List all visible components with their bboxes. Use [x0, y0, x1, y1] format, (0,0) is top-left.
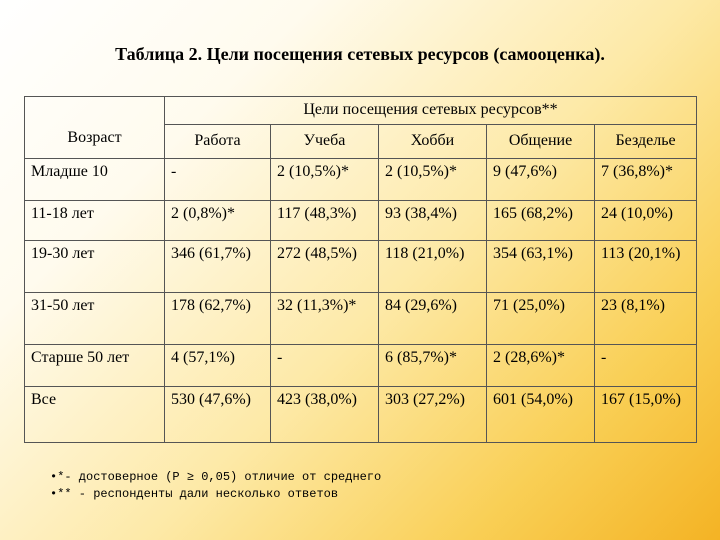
cell-idleness: 7 (36,8%)* — [595, 159, 697, 201]
cell-hobby: 118 (21,0%) — [379, 241, 487, 293]
cell-work: 530 (47,6%) — [165, 387, 271, 443]
cell-idleness: 167 (15,0%) — [595, 387, 697, 443]
cell-idleness: 24 (10,0%) — [595, 201, 697, 241]
table-header-row-group — [25, 97, 697, 125]
cell-communication: 165 (68,2%) — [487, 201, 595, 241]
cell-idleness: - — [595, 345, 697, 387]
header-idleness: Безделье — [595, 125, 697, 159]
footnote-multiple-answers: •** - респонденты дали несколько ответов — [50, 487, 339, 501]
cell-hobby: 93 (38,4%) — [379, 201, 487, 241]
cell-communication: 601 (54,0%) — [487, 387, 595, 443]
header-hobby: Хобби — [379, 125, 487, 159]
cell-work: 178 (62,7%) — [165, 293, 271, 345]
cell-hobby: 303 (27,2%) — [379, 387, 487, 443]
footnotes — [50, 469, 381, 503]
cell-work: 2 (0,8%)* — [165, 201, 271, 241]
row-age-label: Младше 10 — [25, 159, 165, 201]
row-age-label: Все — [25, 387, 165, 443]
table-row — [25, 159, 697, 201]
data-table — [24, 96, 697, 443]
cell-study: 2 (10,5%)* — [271, 159, 379, 201]
slide-title: Таблица 2. Цели посещения сетевых ресурсов (самооценка). — [115, 44, 605, 64]
cell-study: 32 (11,3%)* — [271, 293, 379, 345]
table-row — [25, 201, 697, 241]
cell-hobby: 84 (29,6%) — [379, 293, 487, 345]
cell-idleness: 113 (20,1%) — [595, 241, 697, 293]
header-communication: Общение — [487, 125, 595, 159]
cell-communication: 71 (25,0%) — [487, 293, 595, 345]
table-row — [25, 293, 697, 345]
cell-communication: 354 (63,1%) — [487, 241, 595, 293]
cell-work: 346 (61,7%) — [165, 241, 271, 293]
cell-hobby: 2 (10,5%)* — [379, 159, 487, 201]
cell-communication: 2 (28,6%)* — [487, 345, 595, 387]
cell-study: 272 (48,5%) — [271, 241, 379, 293]
row-age-label: Старше 50 лет — [25, 345, 165, 387]
cell-study: - — [271, 345, 379, 387]
table-row — [25, 387, 697, 443]
cell-hobby: 6 (85,7%)* — [379, 345, 487, 387]
footnote-significance: •*- достоверное (P ≥ 0,05) отличие от среднего — [50, 470, 382, 484]
cell-work: 4 (57,1%) — [165, 345, 271, 387]
header-goals-group: Цели посещения сетевых ресурсов** — [165, 97, 697, 125]
cell-communication: 9 (47,6%) — [487, 159, 595, 201]
table-row — [25, 241, 697, 293]
cell-work: - — [165, 159, 271, 201]
cell-study: 117 (48,3%) — [271, 201, 379, 241]
header-work: Работа — [165, 125, 271, 159]
row-age-label: 11-18 лет — [25, 201, 165, 241]
cell-study: 423 (38,0%) — [271, 387, 379, 443]
row-age-label: 31-50 лет — [25, 293, 165, 345]
table-row — [25, 345, 697, 387]
header-study: Учеба — [271, 125, 379, 159]
row-age-label: 19-30 лет — [25, 241, 165, 293]
header-age: Возраст — [25, 97, 165, 159]
cell-idleness: 23 (8,1%) — [595, 293, 697, 345]
